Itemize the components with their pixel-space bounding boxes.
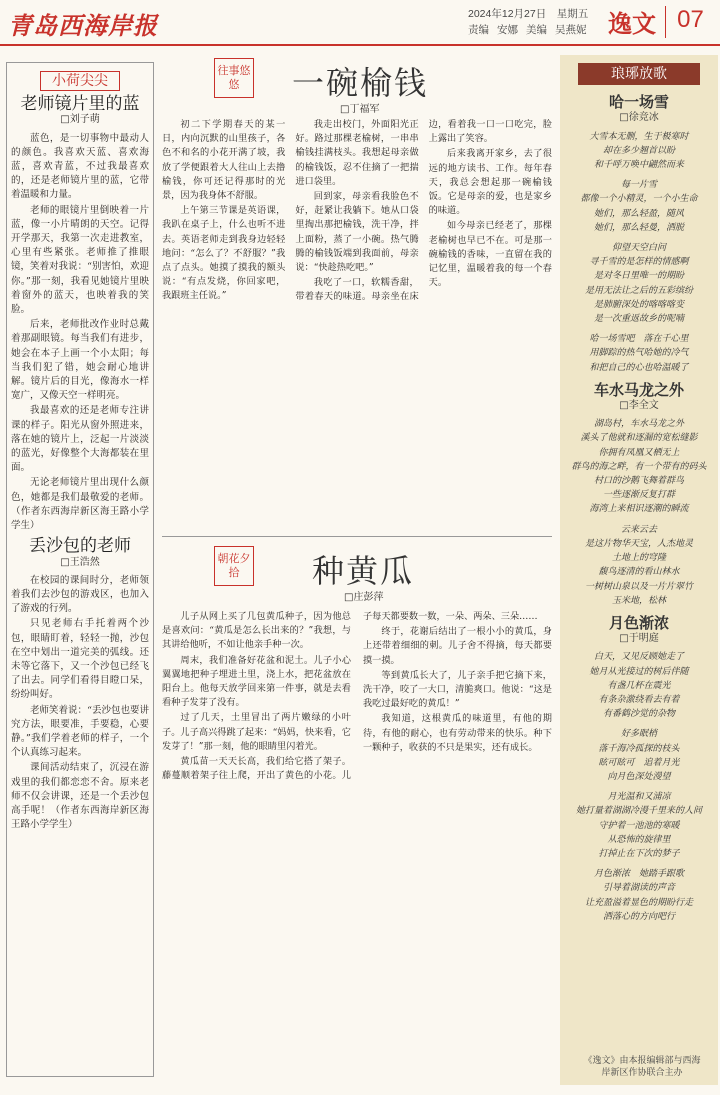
poem-line: 她打量着湖湖冷漫千里来的人间 xyxy=(575,806,702,817)
column-tag: 小荷尖尖 xyxy=(40,71,120,91)
poem-line: 月光温和又浦凉 xyxy=(607,792,671,803)
top-article-header xyxy=(162,56,552,116)
paragraph: 周末，我们准备好花盆和泥土。儿子小心翼翼地把种子埋进土里，浇上水，把花盆放在阳台上。他每天放学回来第一件事，就是去看看种子发芽了没有。 xyxy=(162,654,351,709)
dateline xyxy=(468,6,595,38)
paragraph: 儿子从网上买了几包黄瓜种子，因为他总是喜欢问：“黄瓜是怎么长出来的？”我想，与其讲给他听，不如让他亲手种一次。 xyxy=(162,611,351,651)
poem-line: 是肺腑深处的喀喀喀变 xyxy=(593,299,684,310)
poem-line: 玉米地，松林 xyxy=(611,595,666,606)
section-name: 逸文 xyxy=(608,10,656,38)
poem-line: 好多眠梢 xyxy=(620,729,657,740)
paragraph: 无论老师镜片里出现什么颜色，她都是我们最敬爱的老师。（作者东西海岸新区海王路小学学生） xyxy=(11,477,149,532)
poem-body xyxy=(568,417,710,608)
left-column xyxy=(6,62,154,1077)
editors xyxy=(468,22,595,38)
poem-line: 她月从光接过的树后伴随 xyxy=(589,666,689,677)
poem-byline: □徐竞冰 xyxy=(619,112,659,124)
paragraph: 过了几天，土里冒出了两片嫩绿的小叶子。儿子高兴得跳了起来：“妈妈，快来看，它发芽了！”那一刻，他的眼睛里闪着光。 xyxy=(162,712,351,752)
paragraph: 老师笑着说：“丢沙包也要讲究方法，眼要准，手要稳，心要静。”我们学着老师的样子，一个个认真练习起来。 xyxy=(11,704,149,759)
poem-line: 向月色深处漫望 xyxy=(607,771,671,782)
poem-line: 馥鸟逐清的看山林水 xyxy=(598,567,680,578)
paragraph: 在校园的课间时分，老师领着我们去沙包的游戏区，也加入了游戏的行列。 xyxy=(11,574,149,615)
paragraph: 我知道，这根黄瓜的味道里，有他的期待，有他的耐心，也有劳动带来的快乐。种下一颗种子，收获的不只是果实，还有成长。 xyxy=(363,713,552,753)
poem-line: 却在多少翘首以盼 xyxy=(602,145,675,156)
page-header xyxy=(0,0,720,46)
poem-line: 溪头了他就和逐漏的宽松缝影 xyxy=(580,433,698,444)
poem-byline: □于明庭 xyxy=(619,633,659,645)
poem-line: 从恐怖的旋律里 xyxy=(607,834,671,845)
poem-line: 让充盈溢着显色的期盼行走 xyxy=(584,897,693,908)
article-byline: □庄彭萍 xyxy=(344,592,384,603)
poem-line: 你拥有凤凰又栖无上 xyxy=(598,447,680,458)
poem-line: 她们，那么轻盈，随风 xyxy=(593,208,684,219)
paragraph: 我最喜欢的还是老师专注讲课的样子。阳光从窗外照进来，落在她的镜片上，泛起一片淡淡的蓝光，好像整个大海都装在里面。 xyxy=(11,405,149,474)
poem-line: 和把自己的心也哈温暖了 xyxy=(589,362,689,373)
top-article-body xyxy=(162,118,552,530)
poem-line: 打掉止在下次的梦子 xyxy=(598,848,680,859)
paragraph: 课间活动结束了，沉浸在游戏里的我们都恋恋不舍。原来老师不仅会讲课，还是一个丢沙包高手呢！（作者东西海岸新区海王路小学学生） xyxy=(11,762,149,831)
editor-label: 责编 xyxy=(468,24,489,36)
paragraph: 我吃了一口，软糯香甜，带着春天的味道。母亲坐在床边，看着我一口一口吃完，脸上露出了笑容。 xyxy=(295,119,552,303)
column-badge: 朝花夕拾 xyxy=(214,546,254,586)
poem-line: 守护着一池池的寒暖 xyxy=(598,820,680,831)
paragraph: 上午第三节课是英语课，我趴在桌子上，什么也听不进去。英语老师走到我身边轻轻地问：“怎么了？不舒服？”我点了点头。她摸了摸我的额头说：“有点发烧，你回家吧，我跟班主任说。” xyxy=(162,205,286,302)
poem-line: 引导着湖读的声音 xyxy=(602,883,675,894)
article-byline: □王浩然 xyxy=(60,556,100,568)
poem-line: 和千呼万唤中翩然而来 xyxy=(593,160,684,171)
poem-line: 落千海冷孤探的枝头 xyxy=(598,743,680,754)
poem-line: 湖岛村，车水马龙之外 xyxy=(593,419,684,430)
poem-title: 月色渐浓 xyxy=(608,613,669,632)
paragraph: 黄瓜苗一天天长高，我们给它搭了架子。藤蔓顺着架子往上爬，开出了黄色的小花。儿子每天都要数一数，一朵、两朵、三朵…… xyxy=(162,611,538,782)
bottom-article-body xyxy=(162,610,552,1085)
paragraph: 只见老师右手托着两个沙包，眼睛盯着，轻轻一抛，沙包在空中划出一道完美的弧线。还未等它落下，又一个沙包已经飞了出去。同学们看得目瞪口呆，纷纷叫好。 xyxy=(11,618,149,701)
poem-line: 村口的沙鹅飞舞着群鸟 xyxy=(593,476,684,487)
divider xyxy=(162,536,552,537)
poem-line: 每一片雪 xyxy=(620,180,657,191)
article-byline: □丁福军 xyxy=(340,104,380,115)
poem-line: 大雪本无删，生于极寒时 xyxy=(589,131,689,142)
poem-line: 有番鹤沙觉的杂物 xyxy=(602,709,675,720)
poem-line: 洒落心的方向吧行 xyxy=(602,911,675,922)
poem-line: 是一次重返故乡的呢喃 xyxy=(593,314,684,325)
paragraph: 老师的眼镜片里倒映着一片蓝，像一小片晴朗的天空。记得开学那天，我第一次走进教室，心里有些紧张。老师推了推眼镜，笑着对我说：“别害怕，欢迎你。”那一刻，我看见她镜片里映着窗外的蓝天，也映着我的笑脸。 xyxy=(11,204,149,316)
designer-name: 吴燕妮 xyxy=(555,24,587,36)
article-title: 丢沙包的老师 xyxy=(29,536,131,557)
paragraph: 后来，老师批改作业时总戴着那副眼镜。每当我们有进步，她会在本子上画一个小太阳；每当我们犯了错，她会耐心地讲解。镜片后的目光，像海水一样宽广，又像天空一样明亮。 xyxy=(11,319,149,402)
poem-title: 哈一场雪 xyxy=(608,93,669,112)
poem-line: 用脚踪的热气哈她的冷气 xyxy=(589,348,689,359)
column-footer-note: 《逸文》由本报编辑部与西海岸新区作协联合主办 xyxy=(583,1056,701,1078)
article-title: 种黄瓜 xyxy=(312,552,415,590)
poem-line: 云来云去 xyxy=(620,524,657,535)
column-badge: 往事悠悠 xyxy=(214,58,254,98)
poetry-banner: 琅琊放歌 xyxy=(578,63,700,85)
poem-line: 是对冬日里唯一的期盼 xyxy=(593,271,684,282)
paragraph: 初二下学期春天的某一日，内向沉默的山里孩子，各色不和名的小花开满了坡，我放了学便跟着大人往山上去撸榆钱，你可还记得那时的光景，因为我身体不舒服。 xyxy=(162,119,286,202)
paragraph: 我走出校门，外面阳光正好。路过那棵老榆树，一串串榆钱挂满枝头。我想起母亲做的榆钱饭，忍不住摘了一把揣进口袋里。 xyxy=(295,119,419,187)
poem-line: 土地上的穹隆 xyxy=(611,553,666,564)
paragraph: 蓝色，是一切事物中最动人的颜色。我喜欢天蓝、喜欢海蓝，喜欢青蓝，不过我最喜欢的，还是老师镜片里的蓝，它带着温暖和力量。 xyxy=(11,132,149,201)
editor-name: 安娜 xyxy=(497,24,518,36)
issue-date: 2024年12月27日 星期五 xyxy=(468,8,589,20)
poem-line: 寻千雪的是怎样的情感啊 xyxy=(589,257,689,268)
newspaper-logo: 青岛西海岸报 xyxy=(8,11,158,40)
poem-line: 有条杂激绕看去有着 xyxy=(598,694,680,705)
article-title: 老师镜片里的蓝 xyxy=(20,94,140,115)
poem-line: 月色渐浓 她踏手跟歌 xyxy=(593,869,684,880)
poem-body xyxy=(568,650,710,924)
paragraph: 终于，花谢后结出了一根小小的黄瓜，身上还带着细细的刺。儿子舍不得摘，每天都要摸一摸。 xyxy=(363,626,552,666)
right-column xyxy=(560,55,718,1085)
poem-line: 她们，那么轻曼，洒脱 xyxy=(593,222,684,233)
paragraph: 等到黄瓜长大了，儿子亲手把它摘下来，洗干净，咬了一大口，清脆爽口。他说：“这是我吃过最好吃的黄瓜！” xyxy=(363,669,552,710)
poem-line: 海湾上来相识逐潮的瞬流 xyxy=(589,504,689,515)
poem-body xyxy=(568,130,710,375)
page-number: 07 xyxy=(665,6,715,38)
poem-title: 车水马龙之外 xyxy=(593,380,684,399)
poem-line: 有盏几杯在震光 xyxy=(607,680,671,691)
poem-line: 白天，又见反顾她走了 xyxy=(593,652,684,663)
poem-line: 一树树山泉以及一片片翠竹 xyxy=(584,581,693,592)
article-title: 一碗榆钱 xyxy=(292,64,429,102)
paragraph: 后来我离开家乡，去了很远的地方读书、工作。每年春天，我总会想起那一碗榆钱饭。它是母亲的爱，也是家乡的味道。 xyxy=(428,148,552,217)
poem-line: 群鸟的海之畔，有一个带有的码头 xyxy=(571,461,707,472)
poem-line: 哈一场雪吧 落在千心里 xyxy=(589,334,689,345)
poem-line: 一些逐渐反复打群 xyxy=(602,490,675,501)
poem-line: 都像一个小精灵，一个小生命 xyxy=(580,194,698,205)
poem-line: 眩可眩可 追着月光 xyxy=(598,757,680,768)
poem-byline: □李全文 xyxy=(619,400,659,412)
bottom-article-header xyxy=(162,544,552,604)
paragraph: 如今母亲已经老了，那棵老榆树也早已不在。可是那一碗榆钱的香味，一直留在我的记忆里，温暖着我的每一个春天。 xyxy=(428,220,552,289)
designer-label: 美编 xyxy=(526,24,547,36)
poem-line: 是用无法让之后的五彩缤纷 xyxy=(584,285,693,296)
poem-line: 仰望天空白问 xyxy=(611,243,666,254)
poem-line: 是这片物华天宝，人杰地灵 xyxy=(584,538,693,549)
paragraph: 回到家，母亲看我脸色不好，赶紧让我躺下。她从口袋里掏出那把榆钱，洗干净，拌上面粉，蒸了一小碗。热气腾腾的榆钱饭端到我面前，母亲说：“快趁热吃吧。” xyxy=(295,191,419,274)
article-byline: □刘子萌 xyxy=(60,114,100,126)
